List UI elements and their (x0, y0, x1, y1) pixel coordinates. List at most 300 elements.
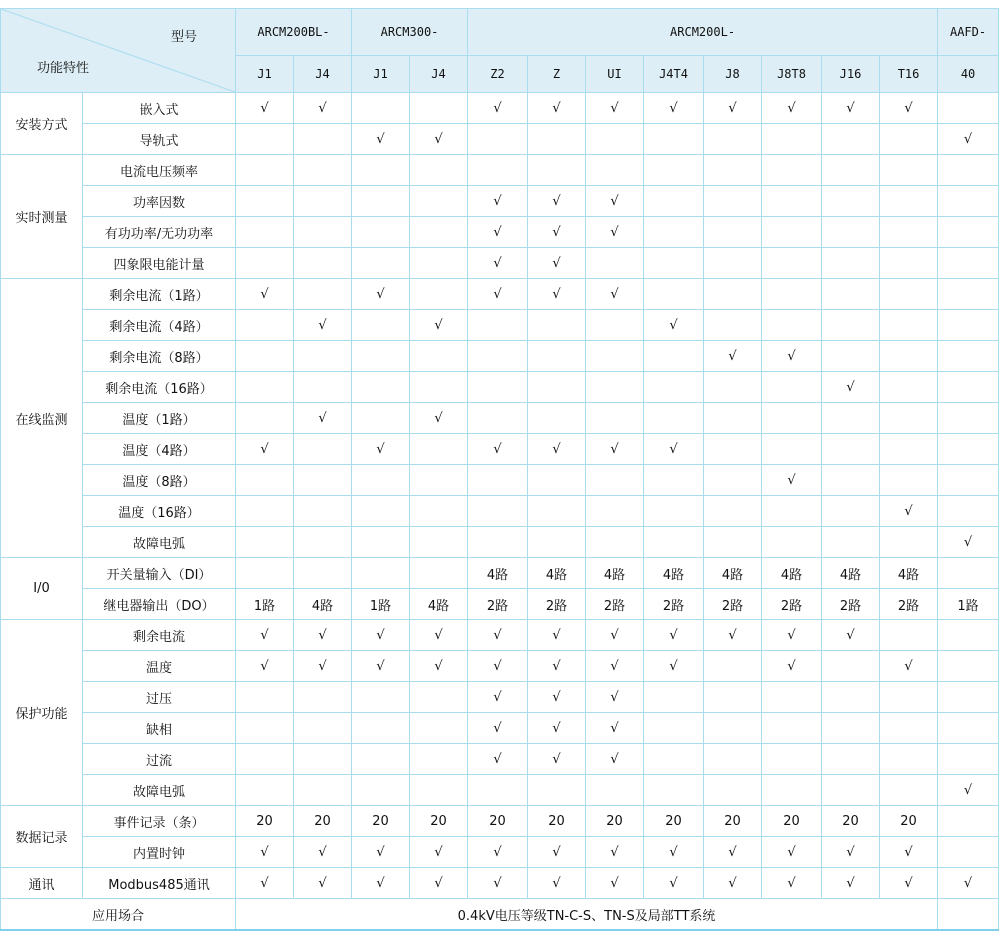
value-cell (762, 372, 822, 403)
header-group: ARCM300- (352, 9, 468, 56)
check-mark-cell: √ (410, 868, 468, 899)
check-mark-cell: √ (294, 620, 352, 651)
value-cell (586, 124, 644, 155)
value-cell (644, 372, 704, 403)
value-cell (938, 744, 999, 775)
header-group: ARCM200BL- (236, 9, 352, 56)
value-cell (822, 403, 880, 434)
header-variant: J8 (704, 56, 762, 93)
table-row (1, 806, 999, 837)
value-cell (704, 248, 762, 279)
feature-label: 开关量输入（DI） (83, 558, 236, 589)
feature-label: 缺相 (83, 713, 236, 744)
feature-label: 内置时钟 (83, 837, 236, 868)
value-cell (528, 527, 586, 558)
check-mark-cell: √ (468, 620, 528, 651)
check-mark-cell: √ (586, 620, 644, 651)
value-cell (586, 775, 644, 806)
check-mark-cell: √ (938, 868, 999, 899)
value-cell (468, 775, 528, 806)
check-mark-cell: √ (236, 651, 294, 682)
value-cell (528, 775, 586, 806)
feature-label: 剩余电流（8路） (83, 341, 236, 372)
value-cell (644, 186, 704, 217)
value-cell (586, 496, 644, 527)
check-mark-cell: √ (468, 682, 528, 713)
value-cell (468, 341, 528, 372)
value-cell: 4路 (880, 558, 938, 589)
value-cell (528, 496, 586, 527)
value-cell (586, 403, 644, 434)
feature-label: 继电器输出（DO） (83, 589, 236, 620)
value-cell (822, 651, 880, 682)
value-cell (880, 775, 938, 806)
check-mark-cell: √ (762, 93, 822, 124)
value-cell (352, 248, 410, 279)
value-cell (410, 372, 468, 403)
feature-label: 剩余电流（1路） (83, 279, 236, 310)
value-cell (236, 341, 294, 372)
application-label: 应用场合 (1, 899, 236, 931)
table-row (1, 248, 999, 279)
value-cell (880, 341, 938, 372)
function-label: 功能特性 (37, 61, 90, 76)
value-cell (704, 744, 762, 775)
value-cell: 4路 (704, 558, 762, 589)
value-cell (586, 527, 644, 558)
value-cell (938, 713, 999, 744)
value-cell (822, 527, 880, 558)
value-cell (880, 186, 938, 217)
value-cell (468, 310, 528, 341)
header-variant: J4 (410, 56, 468, 93)
value-cell (410, 186, 468, 217)
value-cell (938, 372, 999, 403)
value-cell (294, 372, 352, 403)
check-mark-cell: √ (236, 93, 294, 124)
table-row (1, 341, 999, 372)
value-cell (586, 155, 644, 186)
value-cell (236, 744, 294, 775)
value-cell: 20 (880, 806, 938, 837)
check-mark-cell: √ (236, 868, 294, 899)
check-mark-cell: √ (468, 93, 528, 124)
value-cell (938, 620, 999, 651)
value-cell (352, 496, 410, 527)
check-mark-cell: √ (352, 868, 410, 899)
value-cell (644, 496, 704, 527)
value-cell: 4路 (410, 589, 468, 620)
check-mark-cell: √ (704, 868, 762, 899)
value-cell (880, 465, 938, 496)
value-cell: 4路 (822, 558, 880, 589)
header-corner (1, 9, 236, 93)
check-mark-cell: √ (938, 124, 999, 155)
value-cell (410, 558, 468, 589)
value-cell: 20 (294, 806, 352, 837)
value-cell (410, 682, 468, 713)
value-cell (644, 527, 704, 558)
check-mark-cell: √ (880, 868, 938, 899)
value-cell: 2路 (762, 589, 822, 620)
table-row (1, 775, 999, 806)
check-mark-cell: √ (644, 620, 704, 651)
feature-label: 四象限电能计量 (83, 248, 236, 279)
check-mark-cell: √ (644, 93, 704, 124)
application-value: 0.4kV电压等级TN-C-S、TN-S及局部TT系统 (236, 899, 938, 931)
value-cell (410, 434, 468, 465)
value-cell (822, 341, 880, 372)
value-cell (586, 248, 644, 279)
check-mark-cell: √ (410, 403, 468, 434)
value-cell (938, 651, 999, 682)
feature-label: 剩余电流（16路） (83, 372, 236, 403)
value-cell (236, 186, 294, 217)
check-mark-cell: √ (822, 620, 880, 651)
check-mark-cell: √ (938, 775, 999, 806)
value-cell (236, 155, 294, 186)
check-mark-cell: √ (468, 434, 528, 465)
check-mark-cell: √ (586, 651, 644, 682)
value-cell (880, 372, 938, 403)
check-mark-cell: √ (236, 620, 294, 651)
value-cell: 1路 (352, 589, 410, 620)
value-cell (938, 93, 999, 124)
value-cell: 4路 (528, 558, 586, 589)
table-row (1, 682, 999, 713)
value-cell (644, 465, 704, 496)
feature-label: 导轨式 (83, 124, 236, 155)
value-cell: 1路 (236, 589, 294, 620)
value-cell (410, 155, 468, 186)
value-cell: 2路 (528, 589, 586, 620)
value-cell (938, 155, 999, 186)
table-row (1, 310, 999, 341)
check-mark-cell: √ (704, 620, 762, 651)
check-mark-cell: √ (468, 837, 528, 868)
feature-label: 剩余电流（4路） (83, 310, 236, 341)
check-mark-cell: √ (352, 279, 410, 310)
value-cell (880, 248, 938, 279)
check-mark-cell: √ (410, 124, 468, 155)
value-cell (528, 465, 586, 496)
feature-label: 温度（4路） (83, 434, 236, 465)
value-cell (704, 372, 762, 403)
value-cell (236, 558, 294, 589)
value-cell: 20 (586, 806, 644, 837)
check-mark-cell: √ (468, 868, 528, 899)
check-mark-cell: √ (528, 279, 586, 310)
check-mark-cell: √ (938, 527, 999, 558)
feature-label: 温度（16路） (83, 496, 236, 527)
check-mark-cell: √ (236, 279, 294, 310)
check-mark-cell: √ (822, 372, 880, 403)
value-cell (352, 744, 410, 775)
value-cell: 20 (762, 806, 822, 837)
check-mark-cell: √ (880, 93, 938, 124)
value-cell (938, 806, 999, 837)
value-cell (822, 186, 880, 217)
value-cell (762, 217, 822, 248)
model-label: 型号 (170, 30, 197, 45)
check-mark-cell: √ (586, 217, 644, 248)
value-cell (762, 744, 822, 775)
value-cell (762, 124, 822, 155)
value-cell (704, 403, 762, 434)
check-mark-cell: √ (586, 186, 644, 217)
check-mark-cell: √ (586, 837, 644, 868)
feature-label: 过流 (83, 744, 236, 775)
feature-label: 电流电压频率 (83, 155, 236, 186)
value-cell: 4路 (294, 589, 352, 620)
value-cell: 20 (468, 806, 528, 837)
table-row (1, 186, 999, 217)
value-cell (938, 682, 999, 713)
value-cell (352, 155, 410, 186)
value-cell (704, 527, 762, 558)
value-cell (762, 682, 822, 713)
check-mark-cell: √ (644, 310, 704, 341)
value-cell (704, 279, 762, 310)
check-mark-cell: √ (468, 744, 528, 775)
check-mark-cell: √ (880, 496, 938, 527)
value-cell (880, 310, 938, 341)
value-cell (352, 341, 410, 372)
value-cell (938, 403, 999, 434)
value-cell (352, 527, 410, 558)
value-cell: 20 (822, 806, 880, 837)
value-cell (938, 186, 999, 217)
check-mark-cell: √ (644, 837, 704, 868)
value-cell (880, 620, 938, 651)
value-cell (294, 775, 352, 806)
value-cell (704, 155, 762, 186)
value-cell (352, 775, 410, 806)
value-cell (704, 651, 762, 682)
check-mark-cell: √ (468, 651, 528, 682)
check-mark-cell: √ (528, 248, 586, 279)
value-cell (468, 372, 528, 403)
value-cell (644, 713, 704, 744)
application-row (1, 899, 999, 931)
check-mark-cell: √ (528, 744, 586, 775)
value-cell (294, 124, 352, 155)
check-mark-cell: √ (644, 434, 704, 465)
value-cell (880, 403, 938, 434)
value-cell (762, 248, 822, 279)
value-cell: 2路 (644, 589, 704, 620)
value-cell (644, 403, 704, 434)
value-cell (236, 217, 294, 248)
value-cell (822, 682, 880, 713)
table-row (1, 868, 999, 899)
value-cell (880, 713, 938, 744)
value-cell (236, 527, 294, 558)
value-cell: 20 (528, 806, 586, 837)
value-cell (822, 124, 880, 155)
check-mark-cell: √ (704, 93, 762, 124)
value-cell (704, 124, 762, 155)
value-cell: 4路 (644, 558, 704, 589)
check-mark-cell: √ (528, 837, 586, 868)
value-cell (528, 403, 586, 434)
category-label: 实时测量 (1, 155, 83, 279)
check-mark-cell: √ (468, 248, 528, 279)
value-cell: 2路 (586, 589, 644, 620)
check-mark-cell: √ (294, 310, 352, 341)
value-cell (704, 775, 762, 806)
feature-label: 有功功率/无功功率 (83, 217, 236, 248)
check-mark-cell: √ (586, 744, 644, 775)
check-mark-cell: √ (352, 620, 410, 651)
value-cell (468, 403, 528, 434)
check-mark-cell: √ (410, 651, 468, 682)
header-variant: J16 (822, 56, 880, 93)
feature-label: 温度 (83, 651, 236, 682)
value-cell (704, 682, 762, 713)
spec-table (0, 8, 999, 931)
check-mark-cell: √ (528, 651, 586, 682)
feature-label: 故障电弧 (83, 527, 236, 558)
value-cell (236, 403, 294, 434)
value-cell (352, 713, 410, 744)
value-cell (762, 186, 822, 217)
table-row (1, 558, 999, 589)
value-cell (586, 465, 644, 496)
value-cell (468, 496, 528, 527)
value-cell (236, 775, 294, 806)
value-cell (410, 496, 468, 527)
value-cell (294, 217, 352, 248)
check-mark-cell: √ (586, 682, 644, 713)
value-cell (704, 310, 762, 341)
header-variant: UI (586, 56, 644, 93)
value-cell (762, 279, 822, 310)
check-mark-cell: √ (704, 341, 762, 372)
value-cell (704, 465, 762, 496)
table-row (1, 496, 999, 527)
value-cell (294, 186, 352, 217)
value-cell (410, 341, 468, 372)
value-cell (294, 527, 352, 558)
value-cell (644, 155, 704, 186)
header-variant: J8T8 (762, 56, 822, 93)
check-mark-cell: √ (468, 217, 528, 248)
table-row (1, 403, 999, 434)
value-cell (644, 124, 704, 155)
spec-body (1, 93, 999, 931)
value-cell (644, 279, 704, 310)
header-variant: J1 (352, 56, 410, 93)
value-cell (352, 682, 410, 713)
check-mark-cell: √ (294, 868, 352, 899)
value-cell (294, 155, 352, 186)
value-cell (294, 496, 352, 527)
check-mark-cell: √ (410, 620, 468, 651)
value-cell: 4路 (468, 558, 528, 589)
table-row (1, 465, 999, 496)
value-cell: 2路 (880, 589, 938, 620)
value-cell (236, 682, 294, 713)
check-mark-cell: √ (294, 93, 352, 124)
check-mark-cell: √ (880, 837, 938, 868)
value-cell (528, 372, 586, 403)
value-cell (938, 248, 999, 279)
value-cell (880, 434, 938, 465)
value-cell (762, 496, 822, 527)
value-cell (294, 434, 352, 465)
feature-label: 功率因数 (83, 186, 236, 217)
value-cell (822, 465, 880, 496)
value-cell: 20 (410, 806, 468, 837)
value-cell (762, 713, 822, 744)
table-row (1, 124, 999, 155)
category-label: 保护功能 (1, 620, 83, 806)
value-cell (236, 496, 294, 527)
header-variant: Z (528, 56, 586, 93)
value-cell (468, 527, 528, 558)
value-cell: 4路 (762, 558, 822, 589)
value-cell (586, 341, 644, 372)
value-cell (822, 248, 880, 279)
value-cell: 20 (352, 806, 410, 837)
check-mark-cell: √ (352, 837, 410, 868)
value-cell (762, 155, 822, 186)
value-cell (352, 403, 410, 434)
header-variant: J1 (236, 56, 294, 93)
check-mark-cell: √ (410, 310, 468, 341)
feature-label: 故障电弧 (83, 775, 236, 806)
value-cell (236, 372, 294, 403)
check-mark-cell: √ (762, 465, 822, 496)
value-cell (704, 434, 762, 465)
check-mark-cell: √ (762, 868, 822, 899)
value-cell (352, 310, 410, 341)
value-cell (410, 248, 468, 279)
value-cell (822, 155, 880, 186)
value-cell (352, 465, 410, 496)
value-cell (938, 434, 999, 465)
table-row (1, 155, 999, 186)
check-mark-cell: √ (352, 124, 410, 155)
feature-label: 温度（1路） (83, 403, 236, 434)
header-group: ARCM200L- (468, 9, 938, 56)
check-mark-cell: √ (410, 837, 468, 868)
value-cell (294, 558, 352, 589)
value-cell (644, 217, 704, 248)
value-cell (468, 155, 528, 186)
value-cell (822, 496, 880, 527)
table-row (1, 527, 999, 558)
value-cell (410, 527, 468, 558)
header-variant: T16 (880, 56, 938, 93)
value-cell (880, 155, 938, 186)
check-mark-cell: √ (704, 837, 762, 868)
value-cell (704, 713, 762, 744)
check-mark-cell: √ (528, 186, 586, 217)
value-cell (822, 744, 880, 775)
value-cell (352, 186, 410, 217)
check-mark-cell: √ (528, 93, 586, 124)
value-cell (762, 403, 822, 434)
value-cell (410, 93, 468, 124)
check-mark-cell: √ (528, 217, 586, 248)
value-cell (410, 744, 468, 775)
feature-label: 剩余电流 (83, 620, 236, 651)
category-label: I/0 (1, 558, 83, 620)
feature-label: 事件记录（条） (83, 806, 236, 837)
value-cell (822, 217, 880, 248)
